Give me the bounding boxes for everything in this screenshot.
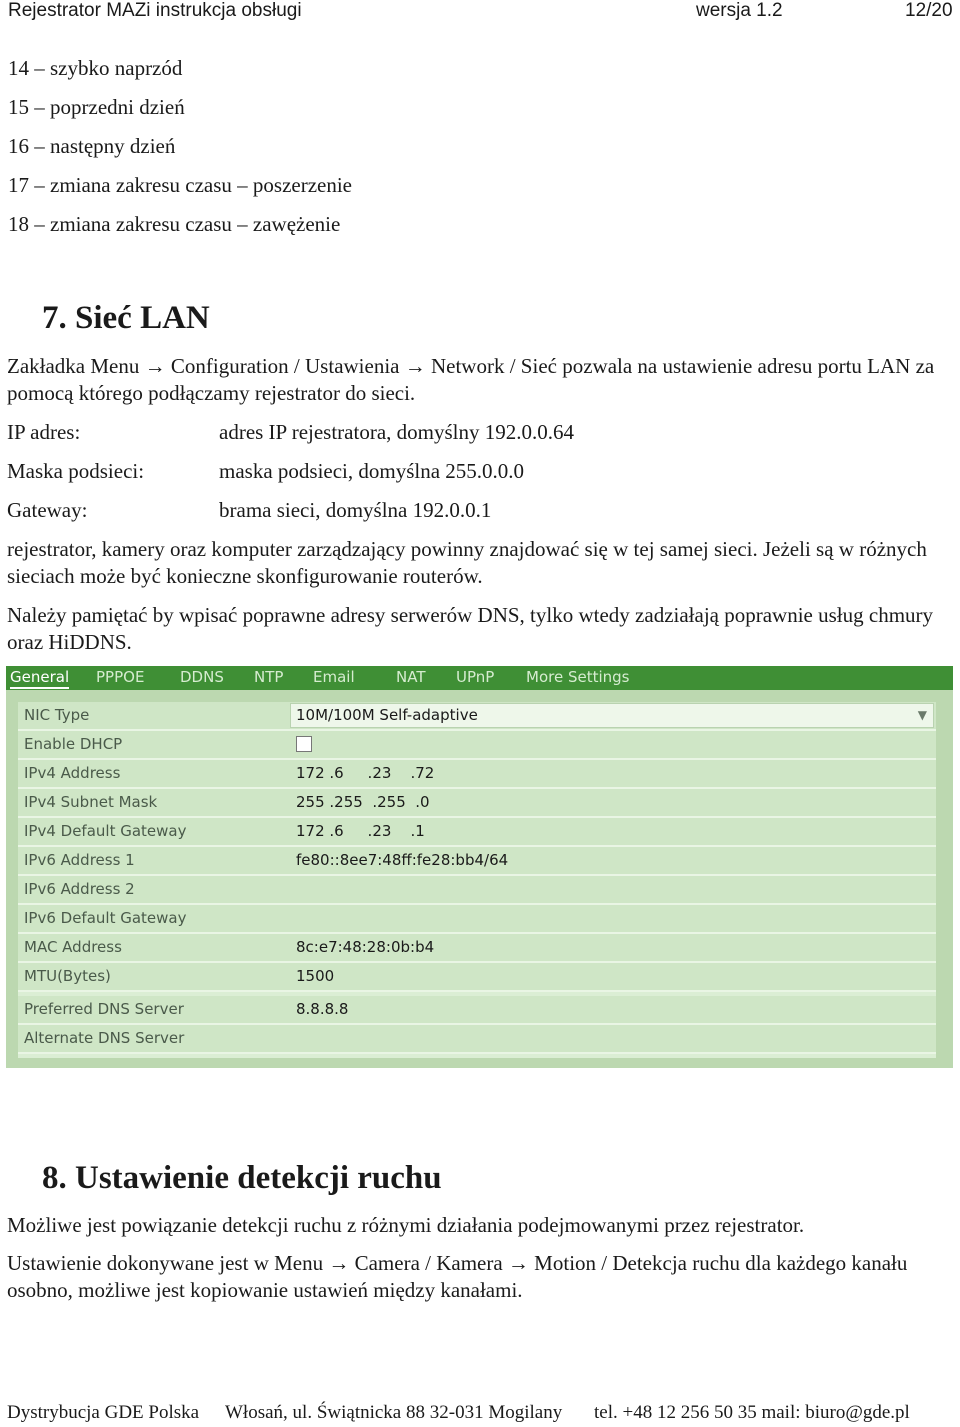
mtu-field[interactable]: 1500 bbox=[296, 967, 335, 985]
row-label: MTU(Bytes) bbox=[24, 967, 111, 985]
tab-nat[interactable]: NAT bbox=[396, 668, 426, 686]
tab-more-settings[interactable]: More Settings bbox=[526, 668, 630, 686]
section-heading-motion: 8. Ustawienie detekcji ruchu bbox=[42, 1160, 442, 1196]
network-note: rejestrator, kamery oraz komputer zarządzający powinny znajdować się w tej samej sieci. Jeżeli są w różnych sieciach może być konieczne skonfigurowanie routerów. bbox=[7, 537, 927, 588]
row-nic-type bbox=[18, 702, 936, 731]
setting-key: Maska podsieci: bbox=[7, 459, 145, 483]
footer-contact: tel. +48 12 256 50 35 mail: biuro@gde.pl bbox=[594, 1402, 910, 1423]
row-enable-dhcp bbox=[18, 731, 936, 760]
row-ipv4-default-gateway bbox=[18, 818, 936, 847]
network-settings-screenshot bbox=[6, 666, 953, 1068]
subnet-mask-field[interactable]: 255 .255 .255 .0 bbox=[296, 793, 430, 811]
row-ipv4-address bbox=[18, 760, 936, 789]
section-intro: Zakładka Menu → Configuration / Ustawienia → Network / Sieć pozwala na ustawienie adresu portu LAN za pomocą którego podłączamy rejestrator do sieci. bbox=[7, 354, 935, 405]
setting-key: Gateway: bbox=[7, 498, 88, 522]
row-ipv6-default-gateway bbox=[18, 905, 936, 934]
dhcp-checkbox[interactable] bbox=[296, 736, 312, 752]
list-item: 15 – poprzedni dzień bbox=[8, 95, 185, 119]
setting-value: adres IP rejestratora, domyślny 192.0.0.64 bbox=[219, 420, 574, 444]
tab-general[interactable]: General bbox=[10, 668, 69, 689]
row-label: Preferred DNS Server bbox=[24, 1000, 184, 1018]
motion-instructions: Ustawienie dokonywane jest w Menu → Camera / Kamera → Motion / Detekcja ruchu dla każdego kanału osobno, możliwe jest kopiowanie ustawień między kanałami. bbox=[7, 1251, 908, 1302]
chevron-down-icon: ▼ bbox=[917, 708, 927, 722]
row-ipv6-address-2 bbox=[18, 876, 936, 905]
ipv4-address-field[interactable]: 172 .6 .23 .72 bbox=[296, 764, 435, 782]
tab-bar bbox=[6, 666, 953, 690]
setting-value: maska podsieci, domyślna 255.0.0.0 bbox=[219, 459, 525, 483]
list-item: 18 – zmiana zakresu czasu – zawężenie bbox=[8, 212, 341, 236]
tab-email[interactable]: Email bbox=[313, 668, 355, 686]
row-preferred-dns bbox=[18, 996, 936, 1025]
row-label: IPv4 Address bbox=[24, 764, 121, 782]
setting-key: IP adres: bbox=[7, 420, 81, 444]
row-mtu bbox=[18, 963, 936, 992]
setting-mask bbox=[7, 459, 525, 484]
mac-address-value: 8c:e7:48:28:0b:b4 bbox=[296, 938, 435, 956]
row-mac-address bbox=[18, 934, 936, 963]
preferred-dns-field[interactable]: 8.8.8.8 bbox=[296, 1000, 349, 1018]
row-ipv6-address-1 bbox=[18, 847, 936, 876]
document-title: Rejestrator MAZi instrukcja obsługi bbox=[8, 0, 302, 21]
row-label: Enable DHCP bbox=[24, 735, 123, 753]
gateway-field[interactable]: 172 .6 .23 .1 bbox=[296, 822, 425, 840]
row-label: IPv6 Address 2 bbox=[24, 880, 135, 898]
dns-note: Należy pamiętać by wpisać poprawne adresy serwerów DNS, tylko wtedy zadziałają poprawnie usług chmury oraz HiDDNS. bbox=[7, 603, 934, 654]
setting-gateway bbox=[7, 498, 492, 523]
page-header bbox=[8, 0, 952, 24]
tab-ntp[interactable]: NTP bbox=[254, 668, 284, 686]
setting-value: brama sieci, domyślna 192.0.0.1 bbox=[219, 498, 492, 522]
row-value: 10M/100M Self-adaptive bbox=[296, 706, 478, 724]
row-label: MAC Address bbox=[24, 938, 122, 956]
settings-panel bbox=[18, 702, 936, 1058]
list-item: 16 – następny dzień bbox=[8, 134, 176, 158]
row-ipv4-subnet-mask bbox=[18, 789, 936, 818]
footer-company: Dystrybucja GDE Polska bbox=[7, 1402, 200, 1423]
page-number: 12/20 bbox=[905, 0, 953, 21]
motion-intro: Możliwe jest powiązanie detekcji ruchu z różnymi działania podejmowanymi przez rejestrator. bbox=[7, 1213, 805, 1237]
row-alternate-dns bbox=[18, 1025, 936, 1054]
tab-pppoe[interactable]: PPPOE bbox=[96, 668, 145, 686]
row-label: IPv4 Subnet Mask bbox=[24, 793, 158, 811]
row-label: IPv6 Address 1 bbox=[24, 851, 135, 869]
row-label: IPv4 Default Gateway bbox=[24, 822, 187, 840]
tab-ddns[interactable]: DDNS bbox=[180, 668, 224, 686]
section-heading-lan: 7. Sieć LAN bbox=[42, 300, 210, 336]
footer-address: Włosań, ul. Świątnicka 88 32-031 Mogilany bbox=[225, 1402, 563, 1423]
row-label: IPv6 Default Gateway bbox=[24, 909, 187, 927]
tab-upnp[interactable]: UPnP bbox=[456, 668, 495, 686]
row-label: Alternate DNS Server bbox=[24, 1029, 185, 1047]
document-version: wersja 1.2 bbox=[696, 0, 783, 21]
list-item: 17 – zmiana zakresu czasu – poszerzenie bbox=[8, 173, 352, 197]
ipv6-address-1-field[interactable]: fe80::8ee7:48ff:fe28:bb4/64 bbox=[296, 851, 509, 869]
setting-ip bbox=[7, 420, 574, 445]
list-item: 14 – szybko naprzód bbox=[8, 56, 183, 80]
nic-type-select[interactable] bbox=[290, 703, 934, 728]
row-label: NIC Type bbox=[24, 706, 90, 724]
